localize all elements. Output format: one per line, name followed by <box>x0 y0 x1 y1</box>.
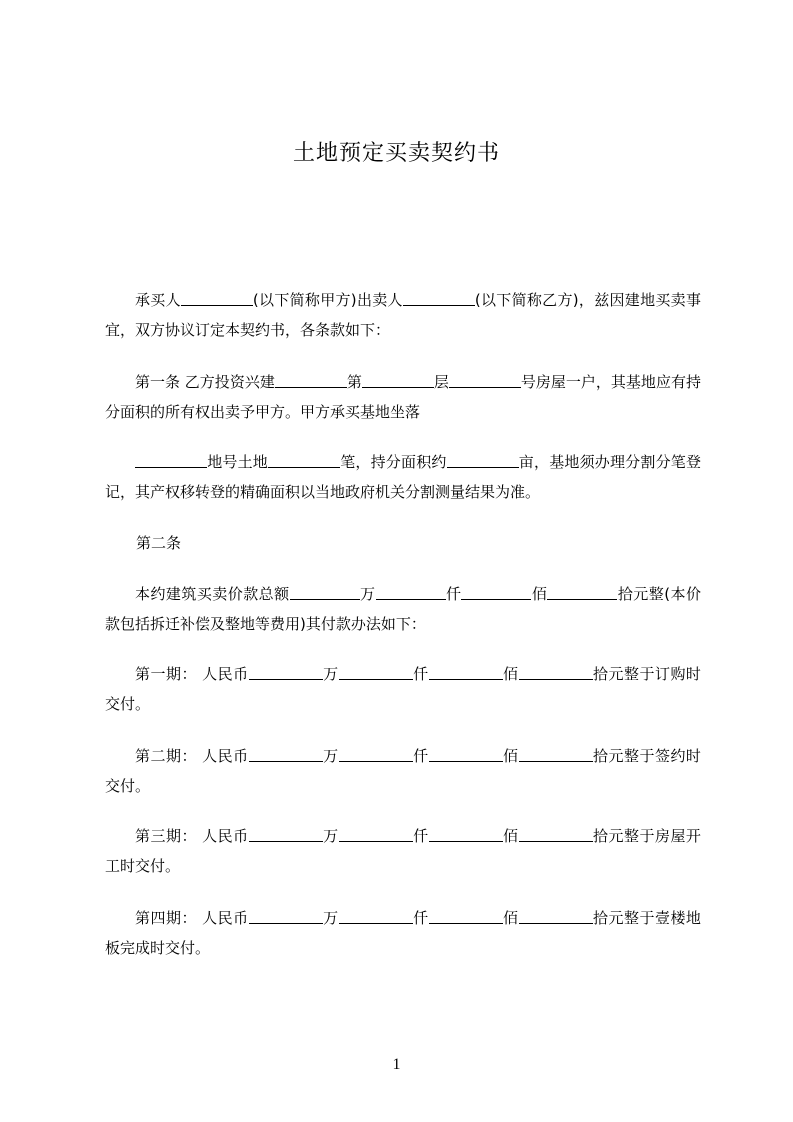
land-text-3: 亩，基地须办理分割分笔登记，其产权移转登的精确面积以当地政府机关分割测量结果为准。 <box>105 453 701 501</box>
payment-1-unit-qian: 仟 <box>412 665 429 683</box>
building-blank <box>275 372 347 388</box>
article-1-text-3: 层 <box>433 373 449 391</box>
payment-4-unit-wan: 万 <box>322 909 339 927</box>
payment-3-blank-3 <box>429 826 503 842</box>
payment-1-unit-wan: 万 <box>322 665 339 683</box>
payment-3-paragraph <box>105 821 701 881</box>
area-blank <box>447 452 519 468</box>
article-2-heading: 第二条 <box>136 534 182 552</box>
document-title: 土地预定买卖契约书 <box>292 141 500 166</box>
payment-2-blank-1 <box>249 746 323 762</box>
article-1-text-2: 第 <box>346 373 362 391</box>
article-2-paragraph <box>105 579 701 639</box>
payment-1-blank-4 <box>519 664 593 680</box>
payment-2-tail: 拾元整于签约时交付。 <box>105 747 701 795</box>
seller-blank <box>403 290 475 306</box>
land-text-2: 笔，持分面积约 <box>340 453 447 471</box>
article-2-text-4: 佰 <box>531 585 548 603</box>
payment-3-blank-1 <box>249 826 323 842</box>
intro-paragraph <box>105 285 701 345</box>
payment-1-tail: 拾元整于订购时交付。 <box>105 665 701 713</box>
intro-text-1: 承买人 <box>135 291 181 309</box>
payment-4-blank-1 <box>249 908 323 924</box>
unit-number-blank <box>449 372 521 388</box>
payment-2-unit-wan: 万 <box>322 747 339 765</box>
payment-4-unit-qian: 仟 <box>412 909 429 927</box>
payment-4-unit-bai: 佰 <box>502 909 519 927</box>
payment-2-unit-bai: 佰 <box>502 747 519 765</box>
payment-1-label: 第一期： 人民币 <box>135 665 249 683</box>
payment-4-blank-4 <box>519 908 593 924</box>
total-price-blank-1 <box>290 584 360 600</box>
buyer-blank <box>181 290 253 306</box>
intro-text-3: (以下简称乙方)，兹因建地买卖事宜，双方协议订定本契约书，各条款如下： <box>105 291 701 339</box>
payment-3-label: 第三期： 人民币 <box>135 827 249 845</box>
land-location-blank <box>135 452 207 468</box>
article-2-text-2: 万 <box>359 585 376 603</box>
payment-3-unit-bai: 佰 <box>502 827 519 845</box>
intro-text-2: (以下简称甲方)出卖人 <box>252 291 403 309</box>
total-price-blank-3 <box>461 584 531 600</box>
payment-1-paragraph <box>105 659 701 719</box>
payment-1-blank-1 <box>249 664 323 680</box>
total-price-blank-2 <box>376 584 446 600</box>
payment-4-blank-2 <box>339 908 413 924</box>
payment-3-unit-qian: 仟 <box>412 827 429 845</box>
floor-blank <box>362 372 434 388</box>
payment-2-unit-qian: 仟 <box>412 747 429 765</box>
payment-2-paragraph <box>105 741 701 801</box>
total-price-blank-4 <box>547 584 617 600</box>
payment-2-blank-4 <box>519 746 593 762</box>
payment-3-unit-wan: 万 <box>322 827 339 845</box>
payment-4-tail: 拾元整于壹楼地板完成时交付。 <box>105 909 701 957</box>
payment-4-paragraph <box>105 903 701 963</box>
page-number: 1 <box>392 1056 401 1073</box>
payment-1-blank-3 <box>429 664 503 680</box>
payment-2-blank-2 <box>339 746 413 762</box>
payment-3-blank-4 <box>519 826 593 842</box>
article-1-text-1: 第一条 乙方投资兴建 <box>135 373 275 391</box>
article-2-text-3: 仟 <box>445 585 462 603</box>
payment-2-label: 第二期： 人民币 <box>135 747 249 765</box>
payment-4-blank-3 <box>429 908 503 924</box>
payment-1-blank-2 <box>339 664 413 680</box>
land-text-1: 地号土地 <box>207 453 268 471</box>
payment-1-unit-bai: 佰 <box>502 665 519 683</box>
payment-3-tail: 拾元整于房屋开工时交付。 <box>105 827 701 875</box>
payment-3-blank-2 <box>339 826 413 842</box>
parcel-count-blank <box>268 452 340 468</box>
article-2-text-1: 本约建筑买卖价款总额 <box>135 585 290 603</box>
article-1-text-4: 号房屋一户，其基地应有持分面积的所有权出卖予甲方。甲方承买基地坐落 <box>105 373 701 421</box>
article-2-text-5: 拾元整(本价款包括拆迁补偿及整地等费用)其付款办法如下： <box>105 585 701 633</box>
article-1-land-paragraph <box>105 447 701 507</box>
payment-4-label: 第四期： 人民币 <box>135 909 249 927</box>
article-1-paragraph <box>105 367 701 427</box>
payment-2-blank-3 <box>429 746 503 762</box>
